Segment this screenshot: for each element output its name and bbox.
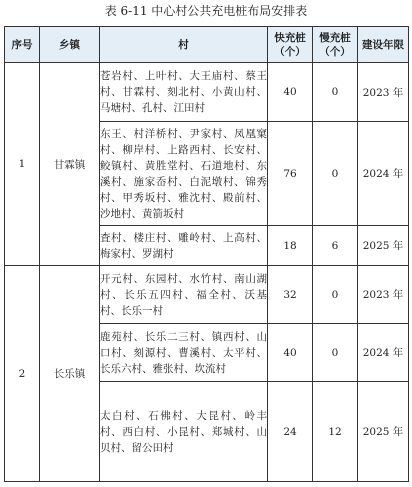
- charging-pile-table: [4, 26, 409, 482]
- year-cell: 2024 年: [358, 324, 409, 382]
- village-list-cell: 査村、楼庄村、雕岭村、上高村、梅家村、罗湖村: [100, 226, 268, 266]
- slow-charger-cell: 0: [313, 324, 358, 382]
- header-fast: 快充桩（个）: [268, 27, 313, 63]
- slow-charger-cell: 0: [313, 63, 358, 122]
- village-list-cell: 苍岩村、上叶村、大王庙村、蔡王村、甘霖村、刻北村、小黄山村、马塘村、孔村、江田村: [100, 63, 268, 122]
- header-seq: 序号: [5, 27, 40, 63]
- header-town: 乡镇: [40, 27, 100, 63]
- fast-charger-cell: 32: [268, 266, 313, 324]
- fast-charger-cell: 40: [268, 324, 313, 382]
- slow-charger-cell: 12: [313, 382, 358, 482]
- fast-charger-cell: 40: [268, 63, 313, 122]
- year-cell: 2023 年: [358, 63, 409, 122]
- slow-charger-cell: 0: [313, 122, 358, 226]
- table-row: [5, 266, 409, 324]
- seq-cell: 2: [5, 266, 40, 482]
- header-year: 建设年限: [358, 27, 409, 63]
- fast-charger-cell: 24: [268, 382, 313, 482]
- slow-charger-cell: 6: [313, 226, 358, 266]
- village-list-cell: 鹿苑村、长乐二三村、镇西村、山口村、刻源村、曹溪村、太平村、长乐六村、雅张村、坎流村: [100, 324, 268, 382]
- town-cell: 甘霖镇: [40, 63, 100, 266]
- year-cell: 2024 年: [358, 122, 409, 226]
- header-village: 村: [100, 27, 268, 63]
- header-slow: 慢充桩（个）: [313, 27, 358, 63]
- village-list-cell: 东王、村洋桥村、尹家村、凤凰窠村、柳岸村、上路西村、长安村、鲛镇村、黄胜堂村、石道地村、东溪村、施家岙村、白泥墩村、锦秀村、甲秀坂村、雅沈村、殿前村、沙地村、黄箭坂村: [100, 122, 268, 226]
- seq-cell: 1: [5, 63, 40, 266]
- town-cell: 长乐镇: [40, 266, 100, 482]
- village-list-cell: 太白村、石佛村、大昆村、岭丰村、西白村、小昆村、郑城村、山贝村、留公田村: [100, 382, 268, 482]
- table-header-row: [5, 27, 409, 63]
- year-cell: 2025 年: [358, 382, 409, 482]
- table-row: [5, 63, 409, 122]
- village-list-cell: 开元村、东园村、水竹村、南山湖村、长乐五四村、福全村、沃基村、长乐一村: [100, 266, 268, 324]
- year-cell: 2025 年: [358, 226, 409, 266]
- fast-charger-cell: 76: [268, 122, 313, 226]
- slow-charger-cell: 0: [313, 266, 358, 324]
- table-caption: 表 6-11 中心村公共充电桩布局安排表: [104, 4, 308, 18]
- year-cell: 2023 年: [358, 266, 409, 324]
- fast-charger-cell: 18: [268, 226, 313, 266]
